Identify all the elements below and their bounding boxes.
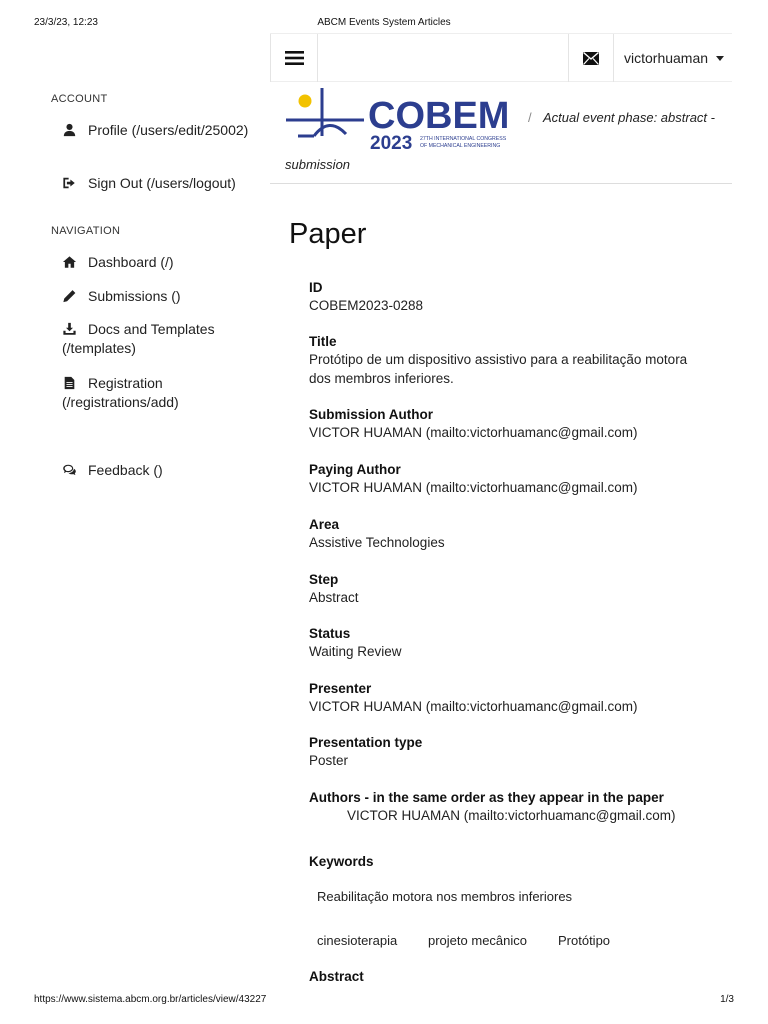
field-label: Keywords <box>309 854 374 869</box>
print-date: 23/3/23, 12:23 <box>34 17 98 28</box>
field-paying-author <box>309 461 709 498</box>
field-label: Authors - in the same order as they appear in the paper <box>309 790 664 805</box>
logo-graphic <box>284 86 524 152</box>
field-label: Presentation type <box>309 735 423 750</box>
field-value-cont: dos membros inferiores. <box>309 370 454 386</box>
file-icon <box>62 376 78 390</box>
print-page-number: 1/3 <box>720 994 734 1005</box>
sidebar-item-label: Docs and Templates (/templates) <box>62 321 215 356</box>
event-phase-text: Actual event phase: abstract - <box>543 110 715 125</box>
field-authors <box>309 789 729 826</box>
breadcrumb-separator: / <box>528 110 532 125</box>
field-label: Status <box>309 626 351 641</box>
event-phase-text-cont: submission <box>285 157 351 172</box>
sidebar-item-registration[interactable] <box>62 374 252 412</box>
sidebar-item-submissions[interactable] <box>62 287 252 306</box>
sidebar-item-label: Dashboard (/) <box>88 254 174 270</box>
field-value: Abstract <box>309 590 359 605</box>
keyword-tag: projeto mecânico <box>428 933 527 948</box>
account-section-title: ACCOUNT <box>51 93 108 105</box>
sidebar-item-label: Profile (/users/edit/25002) <box>88 122 249 138</box>
print-title: ABCM Events System Articles <box>317 17 451 28</box>
sidebar-item-label: Feedback () <box>88 462 163 478</box>
field-abstract <box>309 968 709 986</box>
field-value: VICTOR HUAMAN (mailto:victorhuamanc@gmail.com) <box>309 699 638 714</box>
sidebar-item-docs-templates[interactable] <box>62 320 252 358</box>
sidebar-item-label: Sign Out (/users/logout) <box>88 175 236 191</box>
user-menu-dropdown[interactable] <box>624 50 724 66</box>
field-step <box>309 571 709 608</box>
navigation-section-title: NAVIGATION <box>51 225 121 237</box>
logo-name: COBEM <box>368 95 510 137</box>
field-submission-author <box>309 406 709 443</box>
pencil-icon <box>62 289 78 303</box>
field-value: COBEM2023-0288 <box>309 298 424 313</box>
field-label: Area <box>309 517 340 532</box>
hamburger-icon <box>285 50 304 66</box>
field-value: Assistive Technologies <box>309 535 445 550</box>
logo-line-1: 27TH INTERNATIONAL CONGRESS <box>420 136 507 142</box>
logo-line-2: OF MECHANICAL ENGINEERING <box>420 143 501 149</box>
author-list-item: VICTOR HUAMAN (mailto:victorhuamanc@gmail.com) <box>347 808 676 823</box>
field-value: VICTOR HUAMAN (mailto:victorhuamanc@gmail.com) <box>309 425 638 440</box>
top-navbar <box>270 33 732 82</box>
caret-down-icon <box>716 56 724 61</box>
home-icon <box>62 255 78 269</box>
sidebar-item-dashboard[interactable] <box>62 253 252 272</box>
field-presenter <box>309 680 709 717</box>
field-value: Protótipo de um dispositivo assistivo para a reabilitação motora <box>309 352 688 367</box>
cobem-logo[interactable] <box>284 86 524 152</box>
field-label: ID <box>309 280 323 295</box>
sidebar-item-profile[interactable] <box>62 121 252 140</box>
field-label: Presenter <box>309 681 372 696</box>
field-label: Title <box>309 334 337 349</box>
keyword-tag: Reabilitação motora nos membros inferiores <box>317 889 573 904</box>
comments-icon <box>62 463 78 477</box>
menu-toggle-button[interactable] <box>270 34 318 82</box>
print-url: https://www.sistema.abcm.org.br/articles/view/43227 <box>34 994 267 1005</box>
header-divider <box>270 183 732 184</box>
sidebar-item-feedback[interactable] <box>62 461 252 480</box>
field-value: Waiting Review <box>309 644 402 659</box>
username-label: victorhuaman <box>624 50 709 66</box>
logo-year: 2023 <box>370 133 413 152</box>
keyword-tag: Protótipo <box>558 933 611 948</box>
messages-button[interactable] <box>568 34 614 82</box>
download-icon <box>62 322 78 336</box>
field-label: Submission Author <box>309 407 433 422</box>
user-icon <box>62 123 78 137</box>
field-presentation-type <box>309 734 709 771</box>
field-value: VICTOR HUAMAN (mailto:victorhuamanc@gmail.com) <box>309 480 638 495</box>
field-title <box>309 333 709 388</box>
field-area <box>309 516 709 553</box>
field-status <box>309 625 709 662</box>
page-title: Paper <box>289 218 367 250</box>
field-value: Poster <box>309 753 349 768</box>
sidebar-item-sign-out[interactable] <box>62 174 252 193</box>
field-keywords <box>309 853 709 871</box>
sign-out-icon <box>62 176 78 190</box>
field-label: Step <box>309 572 339 587</box>
sidebar-item-label: Registration (/registrations/add) <box>62 375 179 410</box>
field-id <box>309 279 709 316</box>
field-label: Paying Author <box>309 462 401 477</box>
sidebar-item-label: Submissions () <box>88 288 181 304</box>
envelope-icon <box>583 52 599 65</box>
field-label: Abstract <box>309 969 364 984</box>
keyword-tag: cinesioterapia <box>317 933 398 948</box>
